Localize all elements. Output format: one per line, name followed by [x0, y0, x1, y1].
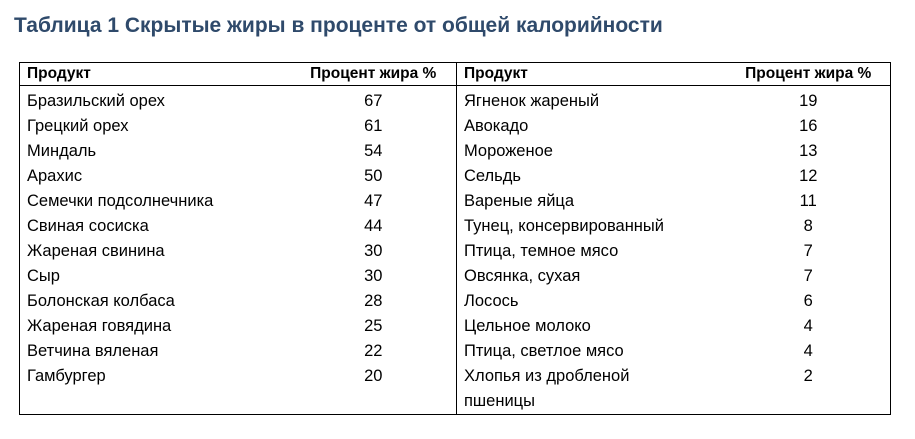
percent-cell: 28 [291, 289, 457, 314]
percent-cell: 4 [803, 317, 813, 335]
percent-cell: 12 [799, 167, 818, 185]
table-row [20, 189, 891, 214]
fat-table [19, 62, 891, 415]
percent-cell: 11 [799, 192, 817, 210]
product-cell: Грецкий орех [27, 117, 129, 135]
percent-cell: 47 [291, 189, 457, 214]
header-product-right: Продукт [457, 63, 727, 86]
percent-cell: 7 [803, 242, 813, 260]
product-cell: Лосось [464, 292, 519, 310]
table-row [20, 214, 891, 239]
percent-cell: 19 [799, 92, 818, 110]
table-row [20, 264, 891, 289]
percent-cell: 16 [799, 117, 818, 135]
table-row [20, 314, 891, 339]
table-header-row [20, 63, 891, 86]
percent-cell: 6 [803, 292, 813, 310]
product-cell: Ветчина вяленая [27, 342, 159, 360]
header-percent-right: Процент жира % [727, 63, 891, 86]
product-cell: Семечки подсолнечника [27, 192, 214, 210]
percent-cell: 25 [291, 314, 457, 339]
table-row [20, 139, 891, 164]
product-cell: Бразильский орех [27, 92, 165, 110]
percent-cell: 8 [803, 217, 813, 235]
percent-cell: 2 [803, 367, 813, 385]
table-row [20, 339, 891, 364]
percent-cell: 61 [291, 114, 457, 139]
percent-cell: 54 [291, 139, 457, 164]
product-cell: Сыр [27, 267, 60, 285]
percent-cell: 30 [291, 264, 457, 289]
table-row [20, 289, 891, 314]
product-cell: Арахис [27, 167, 83, 185]
percent-cell: 4 [803, 342, 813, 360]
product-cell: Жареная свинина [27, 242, 165, 260]
percent-cell: 13 [799, 142, 818, 160]
product-cell-wrapped [457, 364, 727, 415]
header-product-left: Продукт [20, 63, 291, 86]
product-cell: Цельное молоко [464, 317, 591, 335]
table-row [20, 239, 891, 264]
product-cell: Сельдь [464, 167, 521, 185]
percent-cell: 22 [291, 339, 457, 364]
percent-cell: 50 [291, 164, 457, 189]
product-cell: Болонская колбаса [27, 292, 175, 310]
product-cell-text: Хлопья из дробленой пшеницы [464, 367, 630, 410]
percent-cell: 20 [291, 364, 457, 415]
percent-cell: 7 [803, 267, 813, 285]
product-cell: Овсянка, сухая [464, 267, 581, 285]
table-row [20, 364, 891, 415]
table-row [20, 164, 891, 189]
table-row [20, 86, 891, 115]
table-title: Таблица 1 Скрытые жиры в проценте от общей калорийности [14, 14, 663, 37]
product-cell: Жареная говядина [27, 317, 172, 335]
product-cell: Птица, темное мясо [464, 242, 619, 260]
percent-cell: 44 [291, 214, 457, 239]
header-percent-left: Процент жира % [291, 63, 457, 86]
product-cell: Мороженое [464, 142, 553, 160]
product-cell: Птица, светлое мясо [464, 342, 624, 360]
product-cell: Авокадо [464, 117, 529, 135]
percent-cell: 67 [291, 86, 457, 115]
product-cell: Миндаль [27, 142, 97, 160]
product-cell: Гамбургер [27, 367, 106, 385]
table-row [20, 114, 891, 139]
product-cell: Свиная сосиска [27, 217, 149, 235]
product-cell: Вареные яйца [464, 192, 575, 210]
percent-cell: 30 [291, 239, 457, 264]
product-cell: Ягненок жареный [464, 92, 600, 110]
product-cell: Тунец, консервированный [464, 217, 664, 235]
